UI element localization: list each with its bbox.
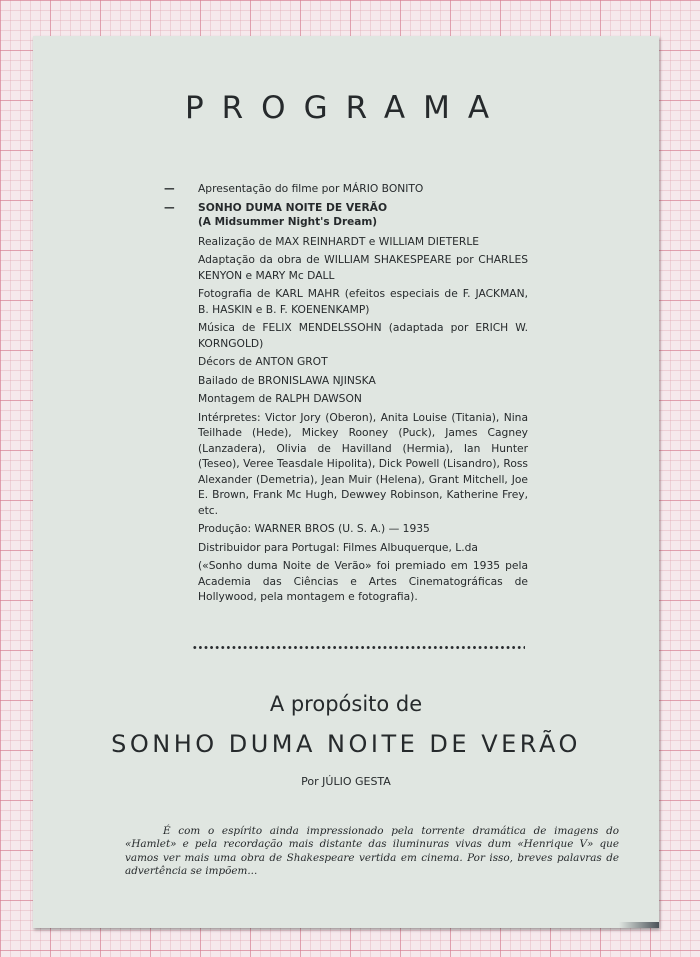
credit-decors: Décors de ANTON GROT: [198, 355, 328, 368]
credit-musica: Música de FELIX MENDELSSOHN (adaptada por ERICH W. KORNGOLD): [198, 321, 528, 350]
credit-distribuidor: Distribuidor para Portugal: Filmes Albuquerque, L.da: [198, 540, 478, 554]
article-byline: Por JÚLIO GESTA: [301, 775, 391, 788]
credit-interpretes: Intérpretes: Victor Jory (Oberon), Anita Louise (Titania), Nina Teilhade (Hede), Mickey Rooney (Puck), James Cagney (Lanzadera), Olivia de Havilland (Hermia), Ian Hunter (Teseo), Veree Teasdale Hipolita), Dick Powell (Lisandro), Ross Alexander (Demetria), Jean Muir (Helena), Grant Mitchell, Joe E. Brown, Frank Mc Hugh, Dewwey Robinson, Katherine Frey, etc.: [198, 410, 528, 517]
film-subtitle: (A Midsummer Night's Dream): [198, 216, 378, 228]
credit-presentation: [164, 181, 528, 197]
credits-list: [164, 181, 528, 608]
credit-bailado: Bailado de BRONISLAWA NJINSKA: [198, 373, 376, 387]
credit-premio: («Sonho duma Noite de Verão» foi premiado em 1935 pela Academia das Ciências e Artes Cinematográficas de Hollywood, pela montagem e fotografia).: [198, 559, 528, 603]
credit-realizacao: Realização de MAX REINHARDT e WILLIAM DIETERLE: [198, 234, 480, 248]
dotted-divider: [192, 645, 525, 650]
article-intro: É com o espírito ainda impressionado pela torrente dramática de imagens do «Hamlet» e pela recordação mais distante das iluminuras vivas dum «Henrique V» que vamos ver mais uma obra de Shakespeare vertida em cinema. Por isso, breves palavras de advertência se impõem...: [125, 825, 619, 878]
article-heading: A propósito de: [269, 692, 423, 716]
program-title: PROGRAMA: [184, 90, 508, 126]
credit-montagem: Montagem de RALPH DAWSON: [198, 392, 362, 405]
credit-adaptacao: Adaptação da obra de WILLIAM SHAKESPEARE por CHARLES KENYON e MARY Mc DALL: [198, 253, 528, 282]
dash-marker: —: [164, 182, 175, 195]
credit-film-title: [164, 200, 528, 216]
presentation-text: Apresentação do filme por MÁRIO BONITO: [198, 182, 424, 195]
program-sheet: [33, 36, 659, 928]
credit-producao: Produção: WARNER BROS (U. S. A.) — 1935: [198, 522, 430, 535]
article-title: SONHO DUMA NOITE DE VERÃO: [111, 730, 581, 758]
credit-fotografia: Fotografia de KARL MAHR (efeitos especiais de F. JACKMAN, B. HASKIN e B. F. KOENENKAMP): [198, 287, 528, 316]
dash-marker: —: [164, 200, 175, 214]
film-title-text: SONHO DUMA NOITE DE VERÃO: [198, 200, 388, 214]
